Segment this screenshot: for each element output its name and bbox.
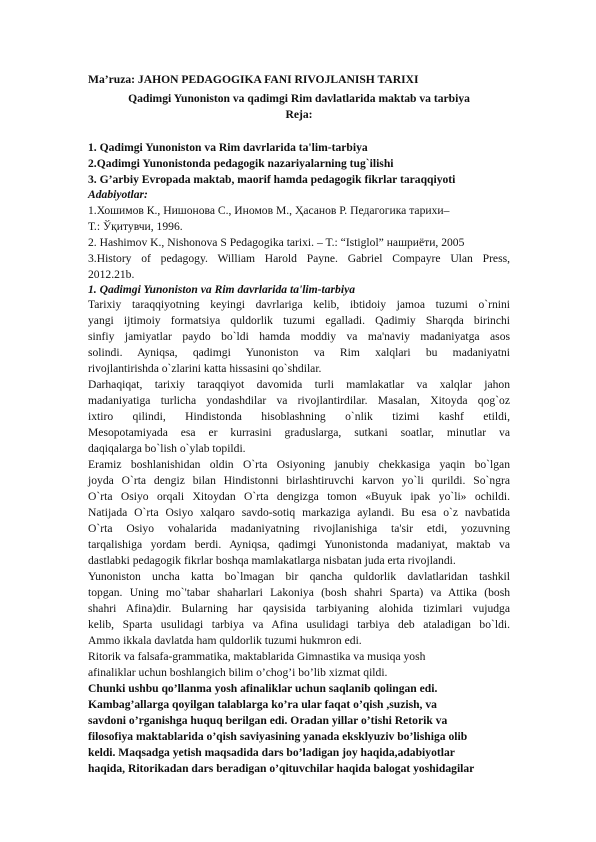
paragraph-line: kelib, Sparta usulidagi tarbiya va Afina usulidagi tarbiya deb ataladigan bo`ldi. [88,618,510,631]
paragraph-line: Darhaqiqat, tarixiy taraqqiyot davomida turli mamlakatlar va xalqlar jahon [88,378,510,391]
lecture-subtitle: Qadimgi Yunoniston va qadimgi Rim davlatlarida maktab va tarbiya [128,92,470,105]
paragraph-line: rivojlantirishda o`zlarini katta hissasini qo`shdilar. [88,362,322,375]
paragraph-line: Yunoniston uncha katta bo`lmagan bir qancha quldorlik davlatlaridan tashkil [88,570,510,583]
paragraph-line: Ammo ikkala davlatda ham quldorlik tuzumi hukmron edi. [88,634,362,647]
paragraph-line: O`rta Osiyo vohalarida madaniyatning rivojlanishiga ta'sir etdi, yozuvning [88,522,510,535]
paragraph-line: Ritorik va falsafa-grammatika, maktablarida Gimnastika va musiqa yosh [88,650,426,663]
paragraph-line: solindi. Ayniqsa, qadimgi Yunoniston va Rim xalqlari bu madaniyatni [88,346,510,359]
plan-item: 3. G’arbiy Evropada maktab, maorif hamda pedagogik fikrlar taraqqiyoti [88,173,456,186]
paragraph-line: dastlabki pedagogik fikrlar boshqa mamlakatlarga nisbatan juda erta rivojlandi. [88,554,456,567]
section-heading: 1. Qadimgi Yunoniston va Rim davrlarida ta'lim-tarbiya [88,283,356,296]
paragraph-line: tarqalishiga yordam berdi. Ayniqsa, qadimgi Yunonistonda madaniyat, maktab va [88,538,510,551]
literature-heading: Adabiyotlar: [88,188,148,201]
paragraph-line: joyda O`rta dengiz bilan Hindistonni birlashtiruvchi karvon yo`li qurildi. So`ngra [88,474,510,487]
literature-item: 3.History of pedagogy. William Harold Payne. Gabriel Compayre Ulan Press, [88,252,510,265]
plan-item: 1. Qadimgi Yunoniston va Rim davrlarida ta'lim-tarbiya [88,141,368,154]
plan-item: 2.Qadimgi Yunonistonda pedagogik nazariyalarning tug`ilishi [88,157,394,170]
paragraph-line: filosofiya maktablarida o’qish saviyasining yanada eksklyuziv bo’lishiga olib [88,730,468,743]
paragraph-line: Kambag’allarga qoyilgan talablarga ko’ra ular faqat o’qish ,suzish, va [88,698,437,711]
paragraph-line: Tarixiy taraqqiyotning keyingi davrlariga kelib, ibtidoiy jamoa tuzumi o`rnini [88,298,510,311]
literature-item-cont: 2012.21b. [88,268,135,281]
plan-label: Reja: [285,108,313,121]
paragraph-line: shahri Afina)dir. Bularning har qaysisida tarbiyaning alohida tizimlari vujudga [88,602,510,615]
paragraph-line: Chunki ushbu qo’llanma yosh afinaliklar uchun saqlanib qolingan edi. [88,682,438,695]
paragraph-line: Natijada O`rta Osiyo xalqaro savdo-sotiq markaziga aylandi. Bu esa o`z navbatida [88,506,510,519]
paragraph-line: sinfiy jamiyatlar paydo bo`ldi hamda moddiy va ma'naviy madaniyatga asos [88,330,510,343]
literature-item-cont: Т.: Ўқитувчи, 1996. [88,220,183,233]
paragraph-line: Mesopotamiyada esa er kurrasini graduslarga, sutkani soatlar, minutlar va [88,426,510,439]
paragraph-line: Eramiz boshlanishidan oldin O`rta Osiyoning janubiy chekkasiga yaqin bo`lgan [88,458,510,471]
paragraph-line: daqiqalarga bo`lish o`ylab topildi. [88,442,246,455]
literature-item: 1.Хошимов К., Нишонова С., Иномов М., Ҳасанов Р. Педагогика тарихи– [88,204,450,217]
paragraph-line: yangi ijtimoiy formatsiya quldorlik tuzumi egalladi. Qadimiy Sharqda birinchi [88,314,510,327]
paragraph-line: O`rta Osiyo orqali Xitoydan O`rta dengizga tomon «Buyuk ipak yo`li» ochildi. [88,490,510,503]
paragraph-line: topgan. Uning mo`'tabar shaharlari Lakoniya (bosh shahri Sparta) va Attika (bosh [88,586,510,599]
lecture-title: Ma’ruza: JAHON PEDAGOGIKA FANI RIVOJLANISH TARIXI [88,73,419,86]
paragraph-line: afinaliklar uchun boshlangich bilim o’chog’i bo’lib xizmat qildi. [88,666,388,679]
literature-item: 2. Hashimov K., Nishonova S Pedagogika tarixi. – T.: “Istiglol” нашриёти, 2005 [88,236,465,249]
paragraph-line: haqida, Ritorikadan dars beradigan o’qituvchilar haqida balogat yoshidagilar [88,762,475,775]
paragraph-line: savdoni o’rganishga huquq berilgan edi. Oradan yillar o’tishi Retorik va [88,714,448,727]
paragraph-line: madaniyatiga turlicha yondashdilar va rivojlantirdilar. Masalan, Xitoyda qog`oz [88,394,510,407]
paragraph-line: ixtiro qilindi, Hindistonda hisoblashning o`nlik tizimi kashf etildi, [88,410,510,423]
paragraph-line: keldi. Maqsadga yetish maqsadida dars bo’ladigan joy haqida,adabiyotlar [88,746,455,759]
